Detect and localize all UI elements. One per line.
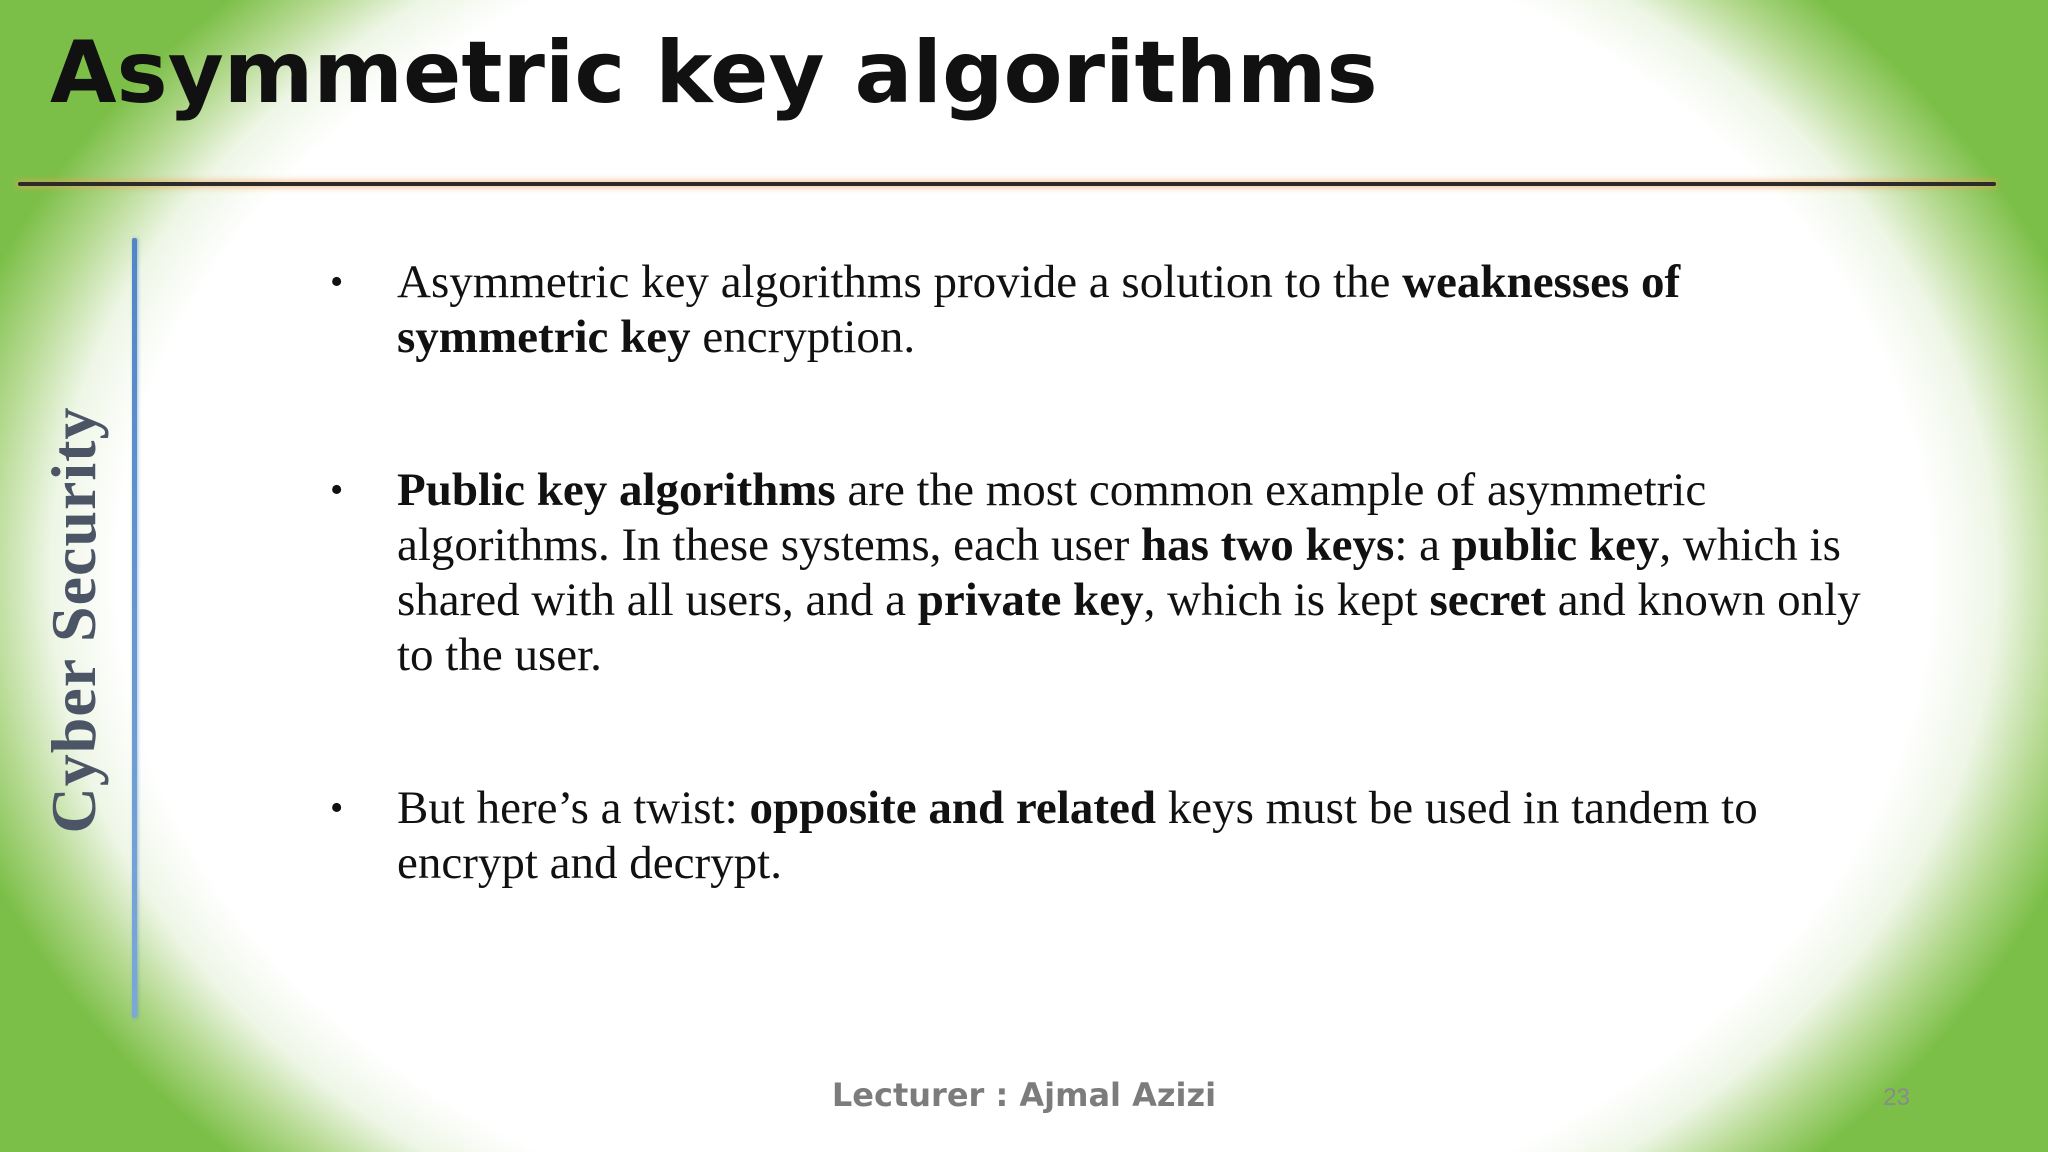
side-divider — [132, 238, 137, 1018]
slide-title: Asymmetric key algorithms — [50, 23, 1378, 123]
bullet-text — [397, 782, 1758, 889]
bullet-text — [397, 464, 1861, 681]
bullet-item — [330, 781, 1890, 891]
bullet-item — [330, 463, 1890, 683]
text-run: are the most common example of asymmetric algorithms. In these systems, each user — [397, 464, 1707, 571]
text-run-bold: opposite and related — [749, 782, 1156, 834]
bullet-icon: • — [330, 787, 344, 829]
text-run-bold: public key — [1451, 519, 1660, 571]
text-run: encryption. — [690, 311, 916, 363]
title-divider — [18, 182, 1996, 186]
bullet-item — [330, 255, 1890, 365]
text-run: keys must be used in tandem to encrypt and decrypt. — [397, 782, 1758, 889]
text-run-bold: Public key algorithms — [397, 464, 836, 516]
text-run: and known only to the user. — [397, 574, 1861, 681]
side-label: Cyber Security — [38, 406, 109, 834]
bullet-icon: • — [330, 469, 344, 511]
text-run: : a — [1394, 519, 1452, 571]
text-run-bold: weaknesses of symmetric key — [397, 256, 1681, 363]
page-number: 23 — [1883, 1084, 1910, 1111]
text-run-bold: private key — [917, 574, 1144, 626]
text-run-bold: has two keys — [1141, 519, 1395, 571]
bullet-icon: • — [330, 261, 344, 303]
text-run: , which is shared with all users, and a — [397, 519, 1841, 626]
footer-lecturer: Lecturer : Ajmal Azizi — [831, 1076, 1217, 1114]
text-run-bold: secret — [1429, 574, 1547, 626]
text-run: , which is kept — [1143, 574, 1430, 626]
text-run: But here’s a twist: — [397, 782, 750, 834]
text-run: Asymmetric key algorithms provide a solution to the — [397, 256, 1403, 308]
bullet-text — [397, 256, 1680, 363]
bullet-list — [330, 255, 1890, 891]
